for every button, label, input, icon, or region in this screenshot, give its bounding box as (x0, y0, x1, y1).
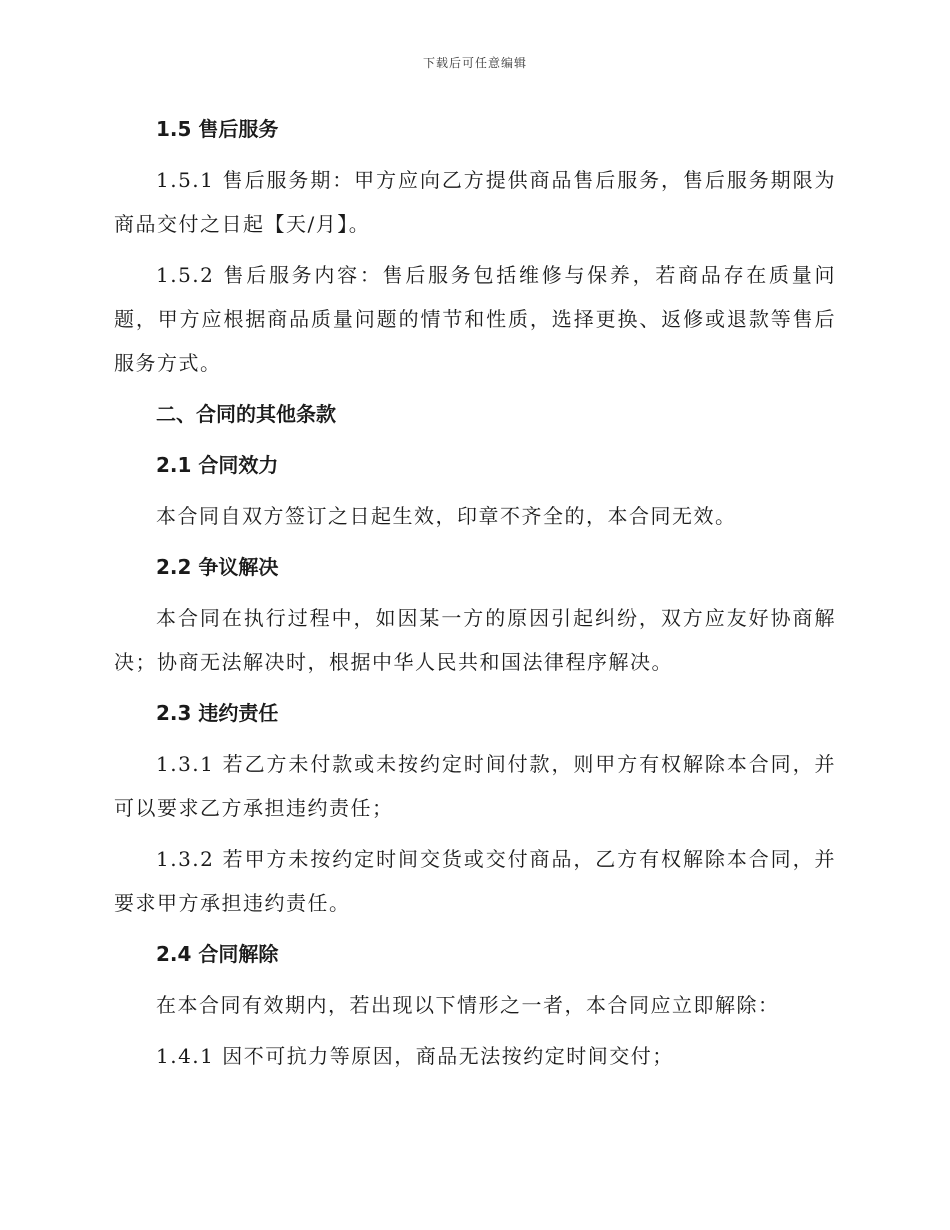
section-2-heading: 二、合同的其他条款 (156, 402, 336, 426)
section-2-1-heading: 2.1 合同效力 (156, 453, 279, 477)
clause-2-1: 本合同自双方签订之日起生效，印章不齐全的，本合同无效。 (156, 504, 737, 528)
section-2-3-heading: 2.3 违约责任 (156, 701, 279, 725)
clause-1-5-1: 1.5.1 售后服务期：甲方应向乙方提供商品售后服务，售后服务期限为商品交付之日起【天/月】。 (114, 168, 836, 236)
page-header: 下载后可任意编辑 (422, 56, 527, 70)
section-1-5-heading: 1.5 售后服务 (156, 117, 279, 141)
clause-1-5-2: 1.5.2 售后服务内容：售后服务包括维修与保养，若商品存在质量问题，甲方应根据商品质量问题的情节和性质，选择更换、返修或退款等售后服务方式。 (114, 263, 836, 375)
section-2-4-heading: 2.4 合同解除 (156, 942, 279, 966)
document-body (114, 107, 836, 1085)
clause-1-4-1: 1.4.1 因不可抗力等原因，商品无法按约定时间交付； (156, 1044, 674, 1068)
clause-1-3-1: 1.3.1 若乙方未付款或未按约定时间付款，则甲方有权解除本合同，并可以要求乙方承担违约责任； (114, 752, 836, 820)
clause-2-4-intro: 在本合同有效期内，若出现以下情形之一者，本合同应立即解除： (156, 993, 780, 1017)
clause-2-2: 本合同在执行过程中，如因某一方的原因引起纠纷，双方应友好协商解决；协商无法解决时，根据中华人民共和国法律程序解决。 (114, 606, 836, 674)
section-2-2-heading: 2.2 争议解决 (156, 555, 279, 579)
clause-1-3-2: 1.3.2 若甲方未按约定时间交货或交付商品，乙方有权解除本合同，并要求甲方承担违约责任。 (114, 847, 836, 915)
